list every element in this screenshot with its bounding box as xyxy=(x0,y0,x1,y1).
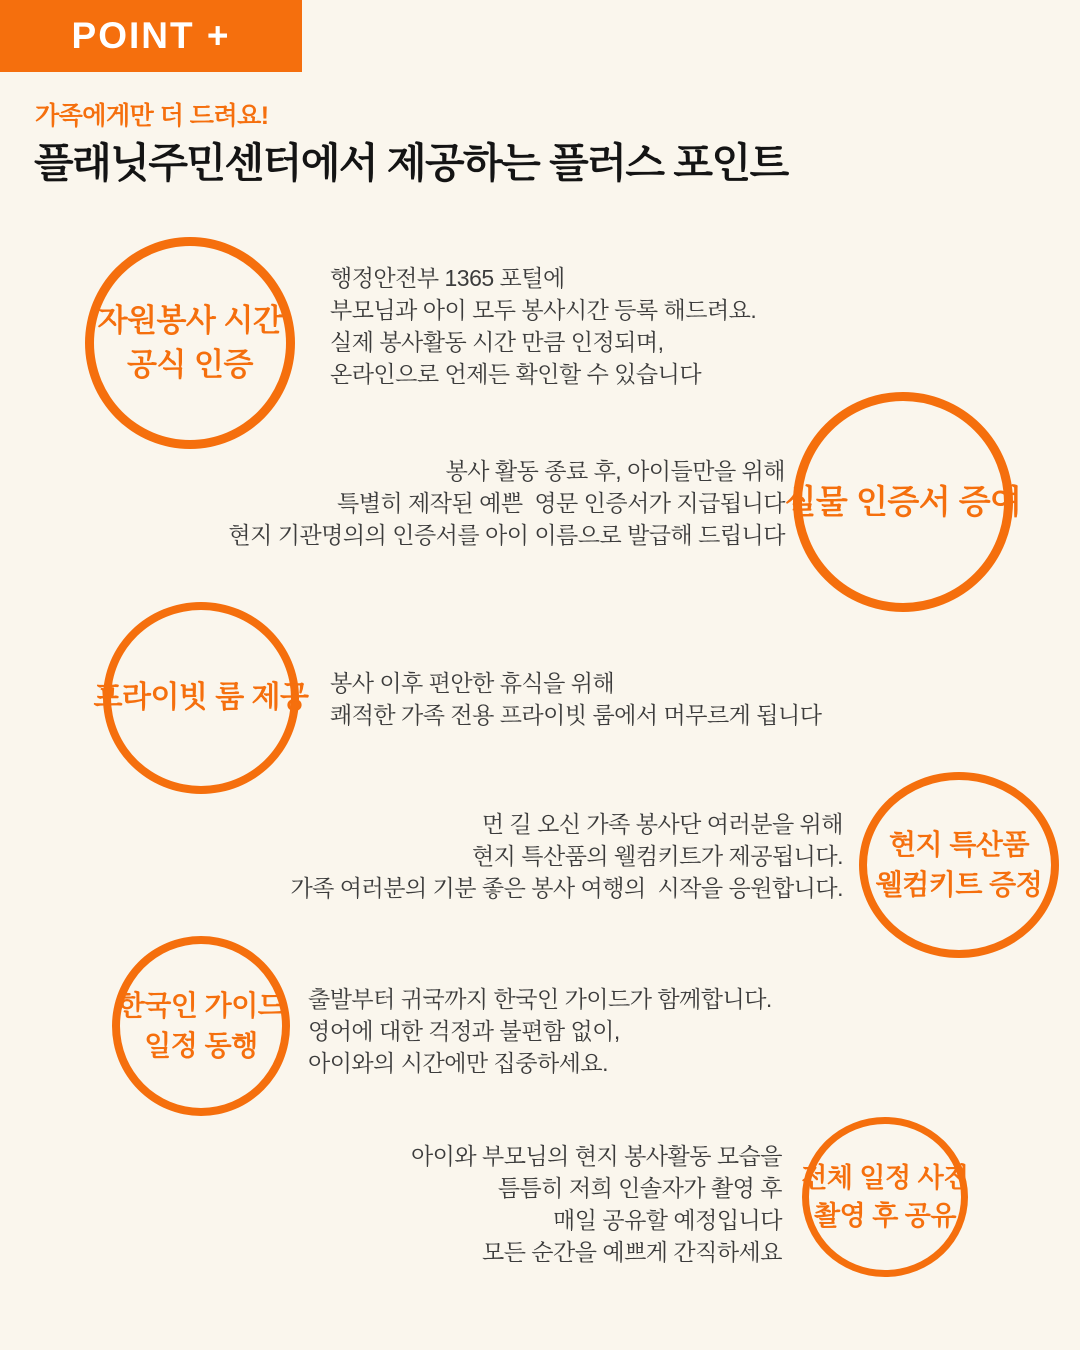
badge-volunteer-hours-circle xyxy=(85,237,295,449)
badge-welcome-kit-circle xyxy=(859,772,1059,958)
text-line: 출발부터 귀국까지 한국인 가이드가 함께합니다. xyxy=(308,986,772,1012)
badge-korean-guide-circle xyxy=(112,936,290,1116)
badge-label: 전체 일정 사진 xyxy=(801,1162,969,1193)
text-line: 특별히 제작된 예쁜 영문 인증서가 지급됩니다 xyxy=(337,490,785,516)
page-title: 플래닛주민센터에서 제공하는 플러스 포인트 xyxy=(34,140,788,186)
text-private-room xyxy=(330,667,821,731)
text-line: 봉사 이후 편안한 휴식을 위해 xyxy=(330,670,615,696)
text-volunteer-hours xyxy=(330,262,756,390)
text-line: 먼 길 오신 가족 봉사단 여러분을 위해 xyxy=(481,811,843,837)
point-plus-banner xyxy=(0,0,302,72)
text-line: 아이와의 시간에만 집중하세요. xyxy=(308,1050,609,1076)
badge-label: 자원봉사 시간 xyxy=(97,302,283,338)
text-korean-guide xyxy=(308,983,772,1079)
text-line: 틈틈히 저희 인솔자가 촬영 후 xyxy=(497,1175,782,1201)
text-line: 현지 기관명의의 인증서를 아이 이름으로 발급해 드립니다 xyxy=(228,522,785,548)
point-plus-label: POINT + xyxy=(71,15,231,56)
text-photo-sharing xyxy=(411,1140,782,1268)
badge-private-room-circle xyxy=(93,602,309,794)
badge-label: 촬영 후 공유 xyxy=(814,1201,956,1231)
badge-label: 한국인 가이드 xyxy=(117,990,285,1022)
text-line: 실제 봉사활동 시간 만큼 인정되며, xyxy=(330,329,664,355)
text-line: 쾌적한 가족 전용 프라이빗 룸에서 머무르게 됩니다 xyxy=(330,702,822,728)
text-line: 부모님과 아이 모두 봉사시간 등록 해드려요. xyxy=(330,297,757,323)
text-line: 모든 순간을 예쁘게 간직하세요 xyxy=(481,1239,782,1265)
badge-label: 공식 인증 xyxy=(127,347,253,382)
text-line: 현지 특산품의 웰컴키트가 제공됩니다. xyxy=(471,843,843,869)
badge-photo-sharing-circle xyxy=(802,1117,968,1277)
text-physical-certificate xyxy=(228,455,785,551)
text-line: 영어에 대한 걱정과 불편함 없이, xyxy=(308,1018,620,1044)
text-line: 행정안전부 1365 포털에 xyxy=(330,265,565,291)
badge-label: 웰컴키트 증정 xyxy=(875,869,1043,900)
text-line: 봉사 활동 종료 후, 아이들만을 위해 xyxy=(445,458,785,484)
badge-label: 실물 인증서 증여 xyxy=(784,482,1022,520)
text-line: 온라인으로 언제든 확인할 수 있습니다 xyxy=(330,361,702,387)
text-line: 매일 공유할 예정입니다 xyxy=(553,1207,782,1233)
subtitle: 가족에게만 더 드려요! xyxy=(35,102,269,130)
text-line: 아이와 부모님의 현지 봉사활동 모습을 xyxy=(410,1143,782,1169)
badge-physical-certificate-circle xyxy=(784,392,1022,612)
badge-label: 현지 특산품 xyxy=(888,829,1030,861)
badge-label: 일정 동행 xyxy=(144,1030,258,1061)
text-welcome-kit xyxy=(290,808,843,904)
badge-label: 프라이빗 룸 제공 xyxy=(93,680,309,714)
text-line: 가족 여러분의 기분 좋은 봉사 여행의 시작을 응원합니다. xyxy=(290,875,843,901)
